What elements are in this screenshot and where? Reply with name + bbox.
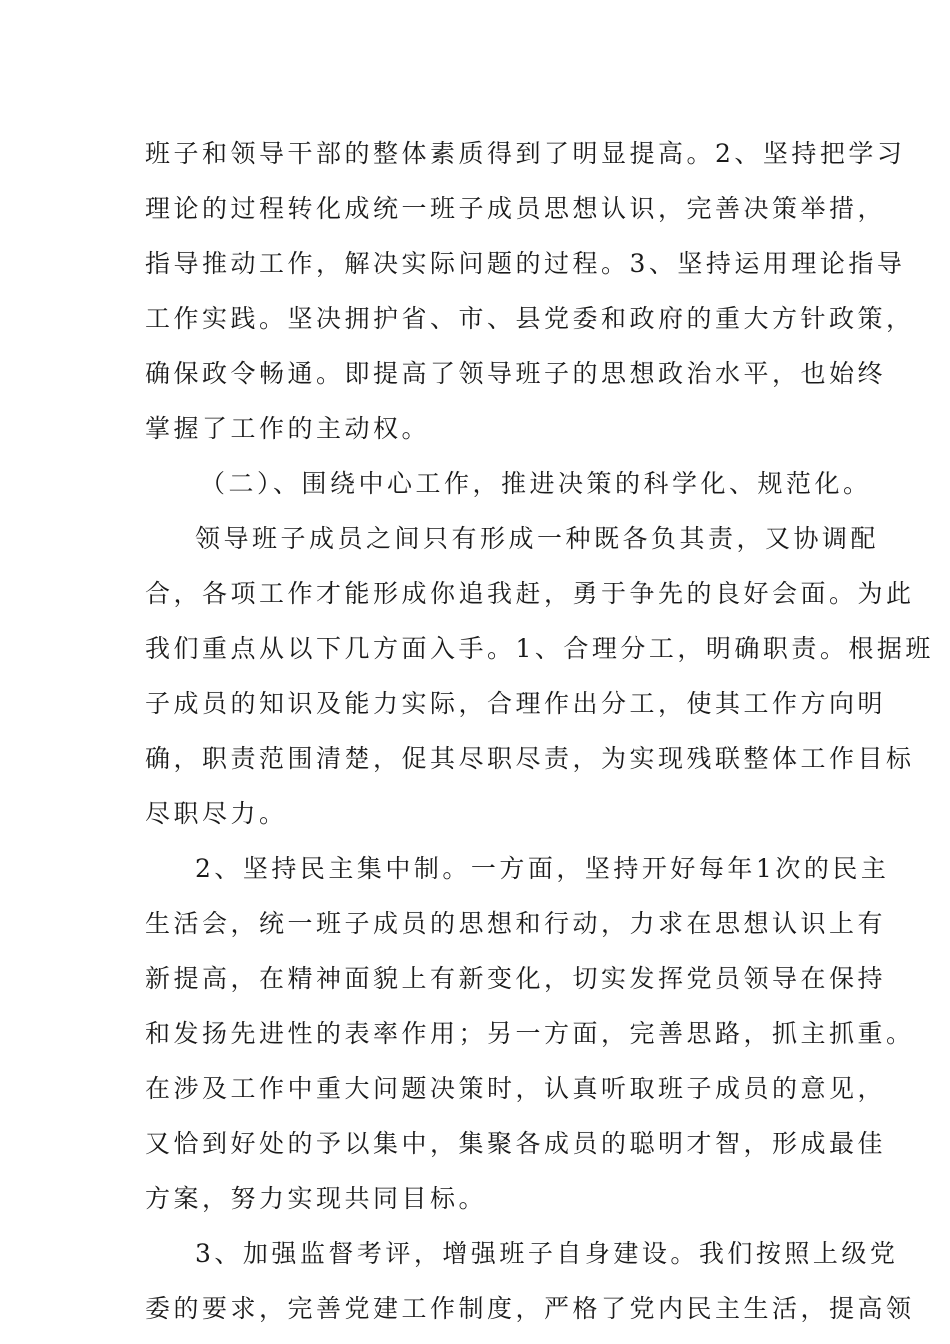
text-line: 确保政令畅通。即提高了领导班子的思想政治水平，也始终 <box>145 359 887 388</box>
text-line: 我们重点从以下几方面入手。1、合理分工，明确职责。根据班 <box>145 634 934 663</box>
text-line: 生活会，统一班子成员的思想和行动，力求在思想认识上有 <box>145 909 887 938</box>
text-line: 尽职尽力。 <box>145 799 288 828</box>
text-line: 和发扬先进性的表率作用；另一方面，完善思路，抓主抓重。 <box>145 1019 915 1048</box>
text-line: 确，职责范围清楚，促其尽职尽责，为实现残联整体工作目标 <box>145 744 915 773</box>
text-line: 指导推动工作，解决实际问题的过程。3、坚持运用理论指导 <box>145 249 906 278</box>
text-line: 3、加强监督考评，增强班子自身建设。我们按照上级党 <box>195 1239 899 1268</box>
text-line: 2、坚持民主集中制。一方面，坚持开好每年1次的民主 <box>195 854 890 883</box>
text-line: 班子和领导干部的整体素质得到了明显提高。2、坚持把学习 <box>145 139 906 168</box>
text-line: 工作实践。坚决拥护省、市、县党委和政府的重大方针政策， <box>145 304 915 333</box>
text-line: 合，各项工作才能形成你追我赶，勇于争先的良好会面。为此 <box>145 579 915 608</box>
text-line: 掌握了工作的主动权。 <box>145 414 431 443</box>
text-line: 理论的过程转化成统一班子成员思想认识，完善决策举措， <box>145 194 887 223</box>
text-line: 新提高，在精神面貌上有新变化，切实发挥党员领导在保持 <box>145 964 887 993</box>
text-line: 领导班子成员之间只有形成一种既各负其责，又协调配 <box>195 524 880 553</box>
text-line: 在涉及工作中重大问题决策时，认真听取班子成员的意见， <box>145 1074 887 1103</box>
text-line: 方案，努力实现共同目标。 <box>145 1184 488 1213</box>
text-line: 子成员的知识及能力实际，合理作出分工，使其工作方向明 <box>145 689 887 718</box>
document-body <box>145 126 934 1336</box>
text-line: 又恰到好处的予以集中，集聚各成员的聪明才智，形成最佳 <box>145 1129 887 1158</box>
text-line: 委的要求，完善党建工作制度，严格了党内民主生活，提高领 <box>145 1294 915 1323</box>
section-heading: （二）、围绕中心工作，推进决策的科学化、规范化。 <box>200 469 872 498</box>
